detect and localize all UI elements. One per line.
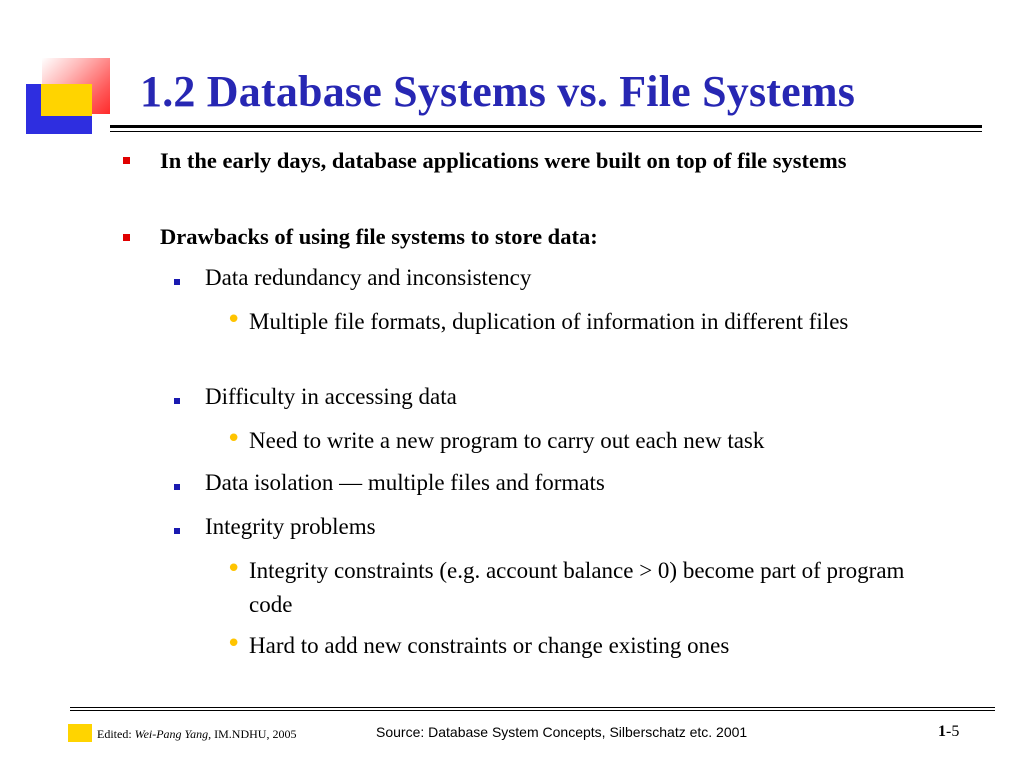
bullet-accessing-data: Difficulty in accessing data <box>205 384 457 409</box>
bullet-dot-icon: • <box>226 629 242 659</box>
bullet-square-icon <box>123 234 130 241</box>
bullet-data-isolation: Data isolation — multiple files and formats <box>205 470 605 495</box>
title-divider-thin <box>110 131 982 132</box>
bullet-early-days: In the early days, database applications were built on top of file systems <box>160 148 847 173</box>
bullet-file-formats: Multiple file formats, duplication of information in different files <box>249 309 849 334</box>
page-suffix: -5 <box>946 723 960 740</box>
footer-divider-thin <box>70 710 995 711</box>
footer-source: Source: Database System Concepts, Silberschatz etc. 2001 <box>376 724 748 740</box>
footer-divider <box>70 707 995 708</box>
footer-edited-label: Edited: <box>97 727 135 741</box>
bullet-dot-icon: • <box>226 554 242 584</box>
bullet-square-icon <box>174 279 180 285</box>
title-divider <box>110 125 982 128</box>
bullet-square-icon <box>174 484 180 490</box>
bullet-integrity-constraints: Integrity constraints (e.g. account balance > 0) become part of program code <box>249 558 905 617</box>
bullet-new-program: Need to write a new program to carry out each new task <box>249 428 765 453</box>
bullet-hard-to-add: Hard to add new constraints or change existing ones <box>249 633 730 658</box>
bullet-square-icon <box>174 528 180 534</box>
bullet-redundancy: Data redundancy and inconsistency <box>205 265 532 290</box>
logo-yellow-square <box>41 84 92 116</box>
bullet-square-icon <box>123 157 130 164</box>
chapter-number: 1 <box>938 723 946 740</box>
bullet-drawbacks: Drawbacks of using file systems to store data: <box>160 224 598 249</box>
bullet-integrity-problems: Integrity problems <box>205 514 376 539</box>
footer-credit <box>97 727 296 742</box>
slide-logo <box>0 0 120 140</box>
footer-yellow-square <box>68 724 92 742</box>
footer-affiliation: IM.NDHU, 2005 <box>211 727 297 741</box>
footer-editor-name: Wei-Pang Yang, <box>134 727 212 741</box>
page-number <box>938 723 959 741</box>
bullet-dot-icon: • <box>226 424 242 454</box>
bullet-dot-icon: • <box>226 305 242 335</box>
bullet-square-icon <box>174 398 180 404</box>
slide-title: 1.2 Database Systems vs. File Systems <box>140 67 856 116</box>
